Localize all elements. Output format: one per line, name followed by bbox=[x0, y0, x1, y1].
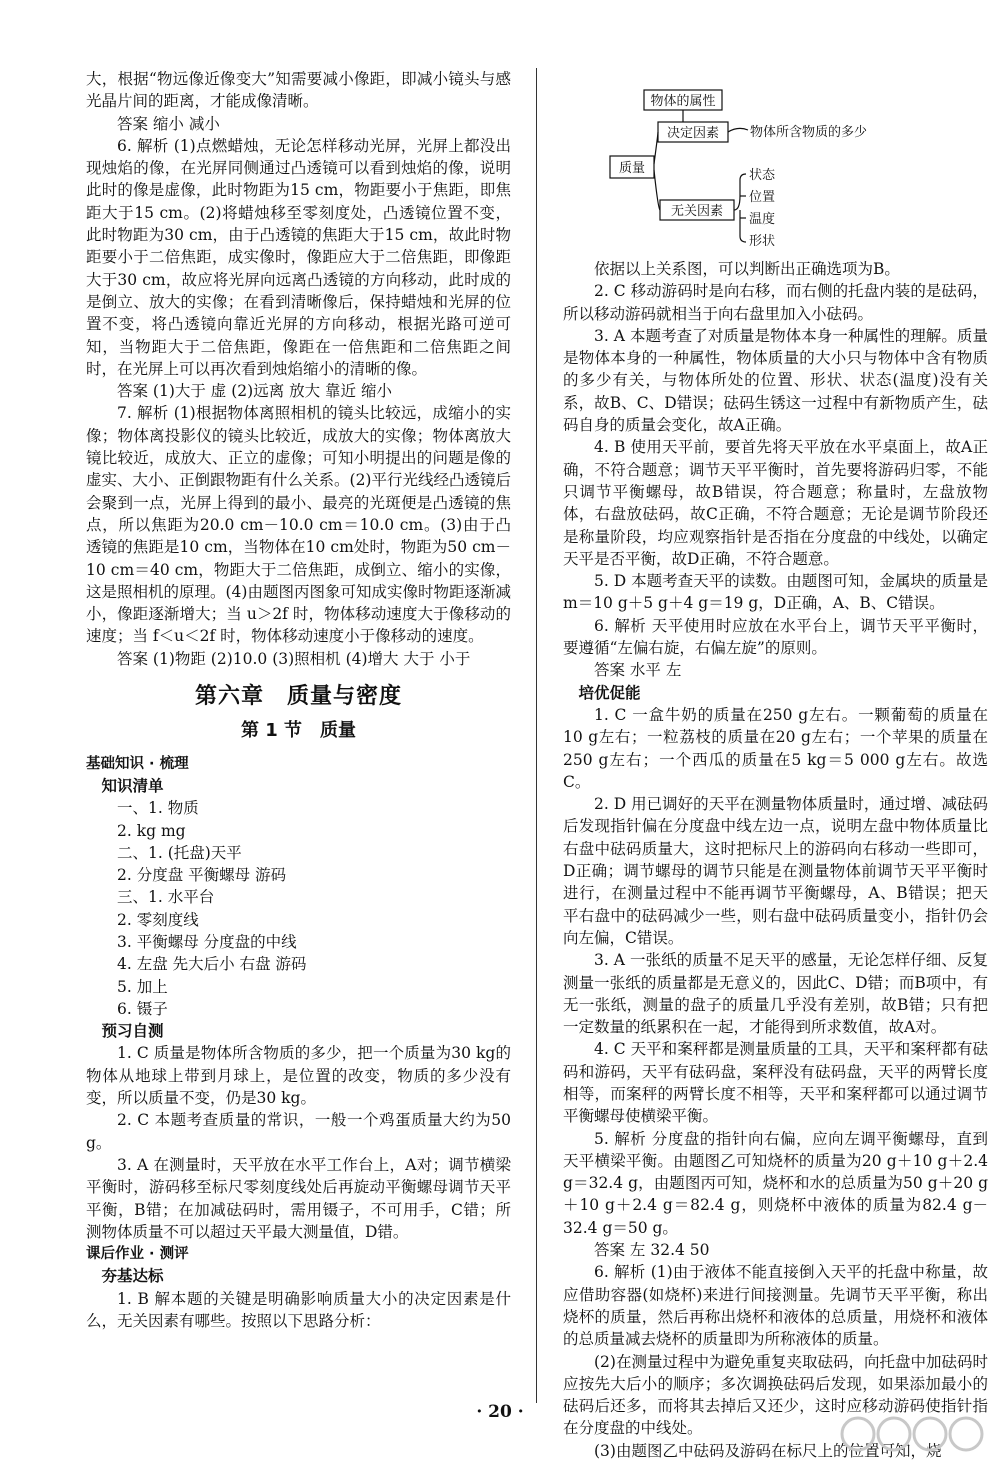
heading-knowledge-list: 知识清单 bbox=[101, 776, 164, 795]
advanced-answer-5: 5. 解析 分度盘的指针向右偏，应向左调平衡螺母，直到天平横梁平衡。由题图乙可知烧杯的质量为20 g＋10 g＋2.4 g＝32.4 g，由题图丙可知，烧杯和水的总质量为50 g＋20 g＋10 g＋2.4 g＝82.4 g，则烧杯中液体的质量为82.4 g－32.4 g＝50 g。 bbox=[563, 1129, 988, 1237]
heading-homework: 课后作业 · 测评 bbox=[86, 1246, 189, 1263]
advanced-answer-6-part2: (2)在测量过程中为避免重复夹取砝码，向托盘中加砝码时应按先大后小的顺序；多次调换砝码后发现，如果添加最小的砝码后还多，而将其去掉后又还少，这时应移动游码使指针指在分度盘的中线处。 bbox=[563, 1352, 988, 1438]
advanced-answer-3: 3. A 一张纸的质量不足天平的感量，无论怎样仔细、反复测量一张纸的质量都是无意义的，因此C、D错；而B项中，有无一张纸，测量的盘子的质量几乎没有差别，故B错；只有把一定数量的纸累积在一起，才能得到所求数值，故A对。 bbox=[563, 951, 988, 1037]
knowledge-item: 5. 加上 bbox=[117, 977, 168, 996]
knowledge-item: 一、1. 物质 bbox=[117, 799, 199, 818]
paragraph: 大，根据“物远像近像变大”知需要减小像距，即减小镜头与感光晶片间的距离，才能成像清晰。 bbox=[86, 70, 511, 111]
left-column bbox=[86, 68, 511, 1332]
diagram-label-decide-desc: 物体所含物质的多少 bbox=[750, 125, 868, 140]
knowledge-item: 二、1. (托盘)天平 bbox=[117, 843, 242, 862]
knowledge-item: 3. 平衡螺母 分度盘的中线 bbox=[117, 932, 297, 951]
foundation-answer-6: 6. 解析 天平使用时应放在水平台上，调节天平平衡时，要遵循“左偏右旋，右偏左旋”的原则。 bbox=[563, 616, 988, 658]
foundation-answer-1: 1. B 解本题的关键是明确影响质量大小的决定因素是什么，无关因素有哪些。按照以下思路分析： bbox=[86, 1289, 511, 1331]
section-title: 第 1 节 质量 bbox=[240, 720, 357, 742]
advanced-answer-6: 6. 解析 (1)由于液体不能直接倒入天平的托盘中称量，故应借助容器(如烧杯)来进行间接测量。先调节天平平衡，称出烧杯的质量，然后再称出烧杯和液体的总质量，用烧杯和液体的总质量减去烧杯的质量即为所称液体的质量。 bbox=[563, 1263, 988, 1349]
diagram-label-top: 物体的属性 bbox=[650, 94, 716, 109]
diagram-connector bbox=[728, 128, 748, 132]
diagram-factor: 温度 bbox=[749, 212, 776, 227]
knowledge-item: 2. 零刻度线 bbox=[117, 910, 199, 929]
diagram-connector bbox=[654, 170, 660, 210]
advanced-answer-4: 4. C 天平和案秤都是测量质量的工具，天平和案秤都有砝码和游码，天平有砝码盘，案秤没有砝码盘，天平的两臂长度相等，而案秤的两臂长度不相等，天平和案秤都可以通过调节平衡螺母使横梁平衡。 bbox=[563, 1040, 988, 1126]
answer-6: 答案 (1)大于 虚 (2)远离 放大 靠近 缩小 bbox=[117, 382, 392, 401]
paragraph: 依据以上关系图，可以判断出正确选项为B。 bbox=[594, 260, 900, 278]
answer-6: 答案 水平 左 bbox=[594, 661, 682, 680]
heading-preview-test: 预习自测 bbox=[101, 1022, 164, 1041]
page-number: · 20 · bbox=[476, 1402, 524, 1422]
diagram-label-unrelated: 无关因素 bbox=[670, 204, 724, 219]
mass-concept-diagram bbox=[600, 86, 950, 246]
advanced-answer-6-part3: (3)由题图乙中砝码及游码在标尺上的位置可知，烧 bbox=[594, 1441, 942, 1460]
chapter-title: 第六章 质量与密度 bbox=[194, 684, 402, 710]
answer: 答案 缩小 减小 bbox=[117, 114, 220, 133]
diagram-factor: 位置 bbox=[749, 190, 776, 205]
diagram-brace bbox=[740, 210, 746, 242]
knowledge-item: 2. kg mg bbox=[117, 821, 186, 840]
solution-7: 7. 解析 (1)根据物体离照相机的镜头比较远，成缩小的实像；物体离投影仪的镜头比较近，成放大的实像；物体离放大镜比较近，成放大、正立的虚像；可知小明提出的问题是像的虚实、大小、正倒跟物距有什么关系。(2)平行光线经凸透镜后会聚到一点，光屏上得到的最小、最亮的光斑便是凸透镜的焦点，所以焦距为20.0 cm－10.0 cm＝10.0 cm。(3)由于凸透镜的焦距是10 cm，当物体在10 cm处时，物距为50 cm－10 cm＝40 cm，物距大于二倍焦距，成倒立、缩小的实像，这是照相机的原理。(4)由题图丙图象可知成实像时物距逐渐减小，像距逐渐增大；当 u＞2f 时，物体移动速度大于像移动的速度；当 f＜u＜2f 时，物体移动速度小于像移动的速度。 bbox=[86, 404, 511, 646]
diagram-factor: 形状 bbox=[749, 234, 776, 246]
knowledge-item: 4. 左盘 先大后小 右盘 游码 bbox=[117, 955, 307, 974]
advanced-answer-2: 2. D 用已调好的天平在测量物体质量时，通过增、减砝码后发现指针偏在分度盘中线左边一点，说明左盘中物体质量比右盘中砝码质量大，这时把标尺上的游码向右移动一些即可，D正确；调节螺母的调节只能是在测量物体前调节天平平衡时进行，在测量过程中不能再调节平衡螺母，A、B错误；把天平右盘中的砝码减少一些，则右盘中砝码质量变小，指针仍会向左偏，C错误。 bbox=[563, 795, 988, 947]
diagram-connector bbox=[654, 132, 658, 164]
preview-answer-1: 1. C 质量是物体所含物质的多少，把一个质量为30 kg的物体从地球上带到月球上，是位置的改变，物质的多少没有变，所以质量不变，仍是30 kg。 bbox=[86, 1044, 511, 1108]
diagram-label-mass: 质量 bbox=[618, 161, 646, 176]
knowledge-item: 6. 镊子 bbox=[117, 999, 168, 1018]
advanced-answer-1: 1. C 一盒牛奶的质量在250 g左右。一颗葡萄的质量在10 g左右；一粒荔枝的质量在20 g左右；一个苹果的质量在250 g左右；一个西瓜的质量在5 kg＝5 000 g左右。故选C。 bbox=[563, 705, 988, 791]
watermark-logo-icon bbox=[838, 1412, 988, 1460]
preview-answer-2: 2. C 本题考查质量的常识，一般一个鸡蛋质量大约为50 g。 bbox=[86, 1111, 511, 1152]
answer-5: 答案 左 32.4 50 bbox=[594, 1241, 710, 1260]
diagram-factor: 状态 bbox=[749, 168, 776, 183]
foundation-answer-3: 3. A 本题考查了对质量是物体本身一种属性的理解。质量是物体本身的一种属性，物体质量的大小只与物体中含有物质的多少有关，与物体所处的位置、形状、状态(温度)没有关系，故B、C、D错误；砝码生锈这一过程中有新物质产生，砝码自身的质量会变化，故A正确。 bbox=[563, 326, 988, 435]
knowledge-item: 2. 分度盘 平衡螺母 游码 bbox=[117, 866, 287, 885]
heading-basic-knowledge: 基础知识 · 梳理 bbox=[86, 755, 189, 772]
foundation-answer-5: 5. D 本题考查天平的读数。由题图可知，金属块的质量是 m＝10 g＋5 g＋4 g＝19 g，D正确，A、B、C错误。 bbox=[563, 572, 988, 613]
answer-7: 答案 (1)物距 (2)10.0 (3)照相机 (4)增大 大于 小于 bbox=[117, 649, 471, 668]
heading-foundation: 夯基达标 bbox=[101, 1267, 164, 1286]
right-column bbox=[563, 258, 988, 1462]
diagram-label-decide: 决定因素 bbox=[666, 126, 720, 141]
solution-6: 6. 解析 (1)点燃蜡烛，无论怎样移动光屏，光屏上都没出现烛焰的像，在光屏同侧通过凸透镜可以看到烛焰的像，说明此时的像是虚像，此时物距为15 cm，物距要小于焦距，即焦距大于15 cm。(2)将蜡烛移至零刻度处，凸透镜位置不变，此时物距为30 cm，由于凸透镜的焦距大于15 cm，故此时物距要小于二倍焦距，成实像时，像距应大于二倍焦距，即像距大于30 cm，故应将光屏向远离凸透镜的方向移动，此时成的是倒立、放大的实像；在看到清晰像后，保持蜡烛和光屏的位置不变，将凸透镜向靠近光屏的方向移动，根据光路可逆可知，当物距大于二倍焦距，像距在一倍焦距和二倍焦距之间时，在光屏上可以再次看到烛焰缩小的清晰的像。 bbox=[86, 136, 511, 378]
heading-advanced: 培优促能 bbox=[578, 683, 641, 702]
foundation-answer-2: 2. C 移动游码时是向右移，而右侧的托盘内装的是砝码，所以移动游码就相当于向右盘里加入小砝码。 bbox=[563, 282, 988, 323]
preview-answer-3: 3. A 在测量时，天平放在水平工作台上，A对；调节横梁平衡时，游码移至标尺零刻度线处后再旋动平衡螺母调节天平平衡，B错；在加减砝码时，需用镊子，不可用手，C错；所测物体质量不可以超过天平最大测量值，D错。 bbox=[86, 1155, 511, 1241]
foundation-answer-4: 4. B 使用天平前，要首先将天平放在水平桌面上，故A正确，不符合题意；调节天平平衡时，首先要将游码归零，不能只调节平衡螺母，故B错误，符合题意；称量时，左盘放物体，右盘放砝码，故C正确，不符合题意；无论是调节阶段还是称量阶段，均应观察指针是否指在分度盘的中线处，以确定天平是否平衡，故D正确，不符合题意。 bbox=[563, 438, 988, 568]
column-divider bbox=[536, 68, 537, 1403]
diagram-brace bbox=[734, 174, 746, 210]
knowledge-item: 三、1. 水平台 bbox=[117, 888, 215, 907]
